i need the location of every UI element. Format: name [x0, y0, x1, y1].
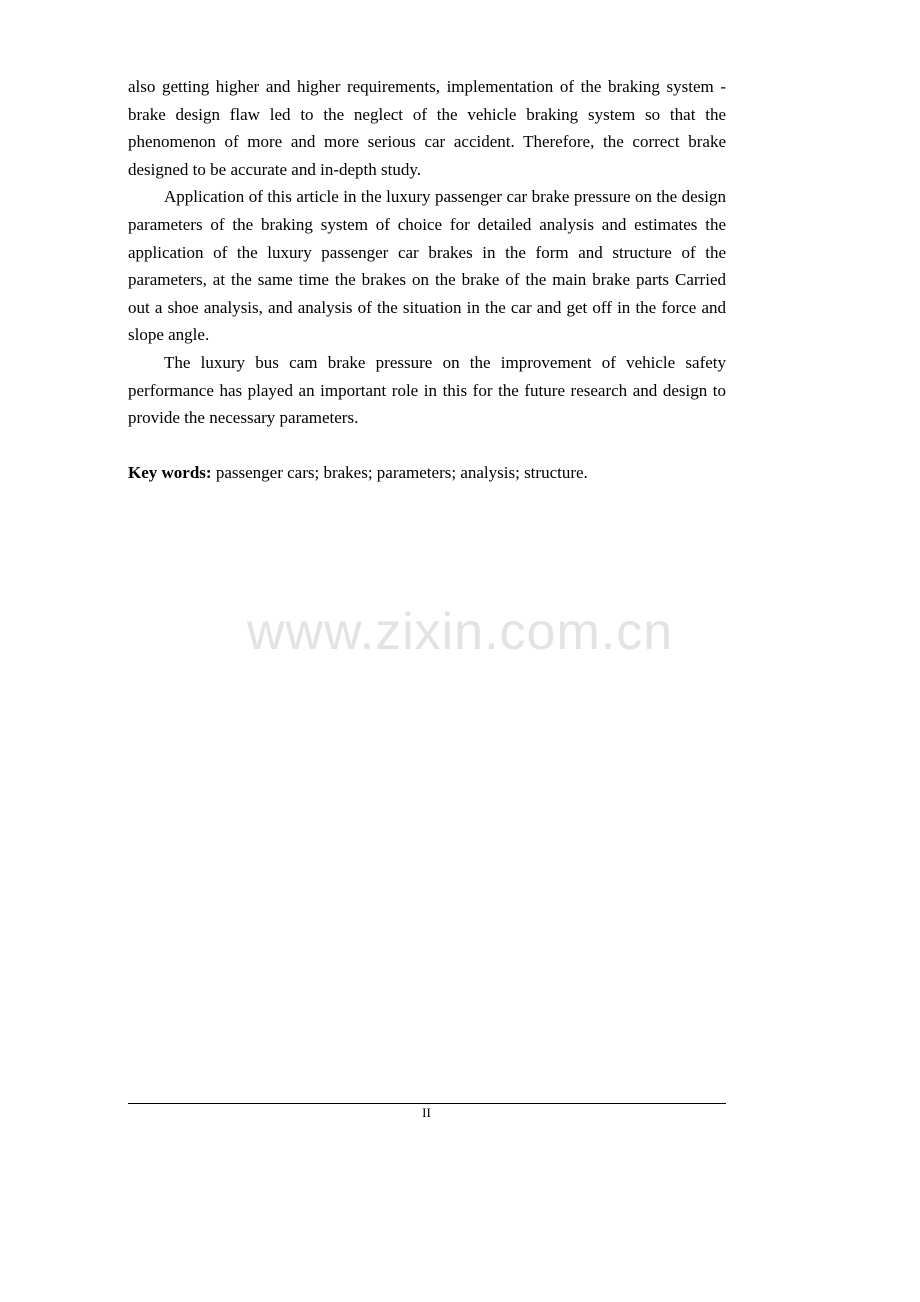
keywords-text: passenger cars; brakes; parameters; analysis; structure.	[211, 463, 588, 483]
watermark: www.zixin.com.cn	[246, 603, 674, 661]
abstract-body	[128, 73, 726, 487]
abstract-paragraph: The luxury bus cam brake pressure on the improvement of vehicle safety performance has played an important role in this for the future research and design to provide the necessary parameters.	[128, 352, 726, 428]
keywords-line	[128, 459, 726, 487]
page-number: II	[422, 1105, 431, 1120]
abstract-paragraph: Application of this article in the luxury passenger car brake pressure on the design parameters of the braking system of choice for detailed analysis and estimates the application of the luxury passenger car brakes in the form and structure of the parameters, at the same time the brakes on the brake of the main brake parts Carried out a shoe analysis, and analysis of the situation in the car and get off in the force and slope angle.	[128, 187, 726, 345]
footer-divider	[128, 1103, 726, 1104]
keywords-label: Key words:	[128, 463, 212, 483]
abstract-paragraph-continued: also getting higher and higher requirements, implementation of the braking system - brake design flaw led to the neglect of the vehicle braking system so that the phenomenon of more and more serious car accident. Therefore, the correct brake designed to be accurate and in-depth study.	[128, 77, 726, 179]
